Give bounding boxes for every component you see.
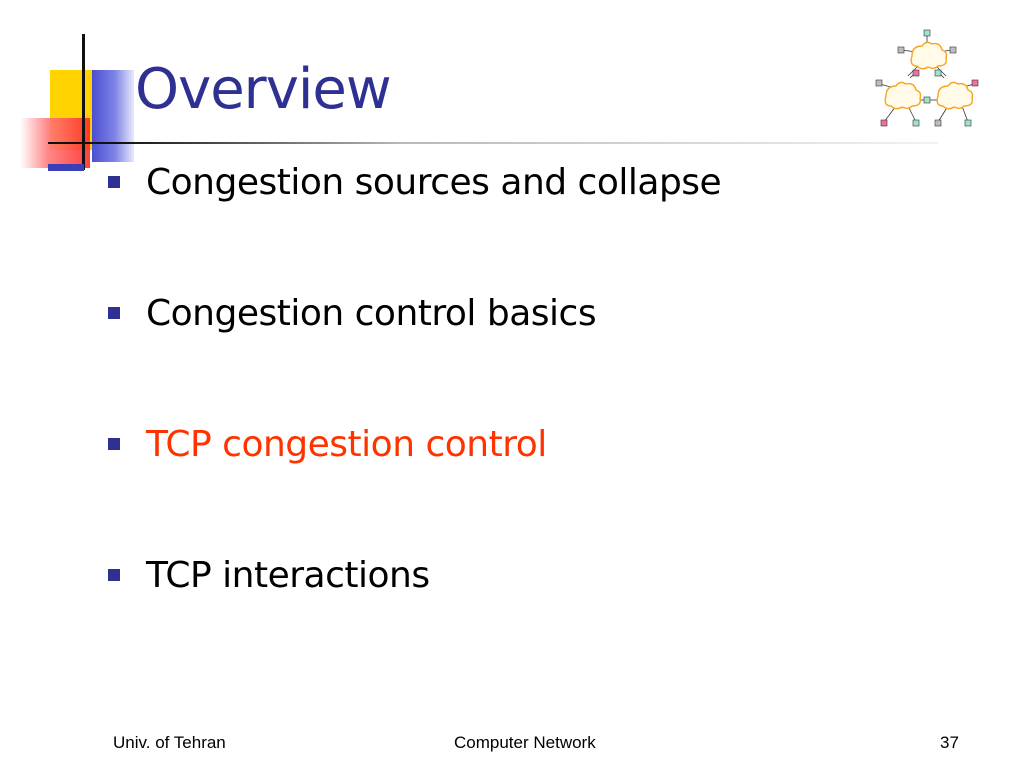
list-item — [108, 422, 721, 466]
network-clouds-icon — [872, 28, 982, 132]
bullet-text: Congestion sources and collapse — [146, 161, 722, 203]
page-number: 37 — [940, 733, 959, 752]
bullet-list — [108, 160, 721, 684]
list-item — [108, 291, 721, 335]
footer-institution: Univ. of Tehran — [113, 733, 226, 752]
bullet-text: Congestion control basics — [146, 292, 597, 334]
corner-decoration — [0, 0, 140, 180]
bullet-text-highlighted: TCP congestion control — [146, 423, 547, 465]
square-bullet-icon — [108, 569, 120, 581]
slide-title: Overview — [135, 57, 391, 122]
list-item — [108, 553, 721, 597]
deco-vertical-line — [82, 34, 85, 170]
title-underline — [48, 142, 938, 144]
square-bullet-icon — [108, 176, 120, 188]
square-bullet-icon — [108, 438, 120, 450]
deco-blue-bar — [48, 164, 84, 171]
deco-blue-gradient — [92, 70, 134, 162]
bullet-text: TCP interactions — [146, 554, 430, 596]
footer-course: Computer Network — [454, 733, 596, 752]
square-bullet-icon — [108, 307, 120, 319]
list-item — [108, 160, 721, 204]
